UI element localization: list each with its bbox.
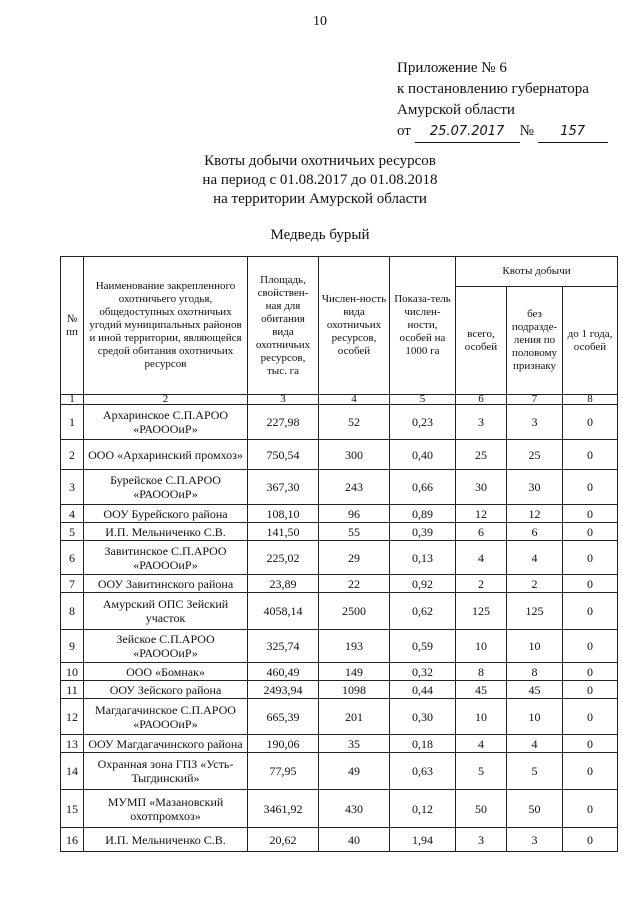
quota-nosex: 4 [507, 735, 563, 753]
quota-nosex: 10 [507, 630, 563, 663]
quota-nosex: 12 [507, 505, 563, 523]
table-row [61, 828, 618, 852]
count: 96 [319, 505, 390, 523]
count: 149 [319, 663, 390, 681]
density: 0,12 [390, 790, 456, 828]
quota-total: 12 [456, 505, 507, 523]
quota-total: 25 [456, 440, 507, 470]
quota-nosex: 3 [507, 828, 563, 852]
count: 2500 [319, 593, 390, 630]
row-no: 15 [61, 790, 84, 828]
density: 0,39 [390, 523, 456, 541]
area: 3461,92 [248, 790, 319, 828]
quota-young: 0 [563, 699, 618, 735]
header-count: Числен-ность вида охотничьих ресурсов, особей [319, 257, 390, 395]
handwritten-date: 25.07.2017 [415, 121, 520, 143]
header-quota: Квоты добычи [456, 257, 618, 287]
area: 367,30 [248, 470, 319, 505]
area: 77,95 [248, 753, 319, 790]
area: 20,62 [248, 828, 319, 852]
facility-name: Охранная зона ГПЗ «Усть-Тыгдинский» [84, 753, 248, 790]
row-no: 13 [61, 735, 84, 753]
density: 0,59 [390, 630, 456, 663]
table-row [61, 699, 618, 735]
facility-name: ООУ Бурейского района [84, 505, 248, 523]
area: 225,02 [248, 541, 319, 575]
document-title [0, 152, 640, 209]
row-no: 6 [61, 541, 84, 575]
handwritten-number: 157 [538, 121, 608, 143]
table-row [61, 630, 618, 663]
quota-nosex: 4 [507, 541, 563, 575]
area: 23,89 [248, 575, 319, 593]
density: 0,40 [390, 440, 456, 470]
area: 190,06 [248, 735, 319, 753]
facility-name: Зейское С.П.АРОО «РАОООиР» [84, 630, 248, 663]
quota-nosex: 50 [507, 790, 563, 828]
density: 0,13 [390, 541, 456, 575]
quota-young: 0 [563, 790, 618, 828]
column-number: 5 [390, 395, 456, 405]
table-row [61, 505, 618, 523]
appendix-block [397, 58, 608, 143]
area: 141,50 [248, 523, 319, 541]
table-row [61, 790, 618, 828]
quota-nosex: 25 [507, 440, 563, 470]
quota-nosex: 30 [507, 470, 563, 505]
quota-total: 50 [456, 790, 507, 828]
row-no: 16 [61, 828, 84, 852]
density: 0,62 [390, 593, 456, 630]
quota-total: 6 [456, 523, 507, 541]
header-young: до 1 года, особей [563, 287, 618, 395]
density: 0,44 [390, 681, 456, 699]
table-row [61, 405, 618, 440]
row-no: 11 [61, 681, 84, 699]
count: 193 [319, 630, 390, 663]
table-row [61, 681, 618, 699]
column-number: 2 [84, 395, 248, 405]
appendix-line: Приложение № 6 [397, 60, 507, 76]
appendix-date-line [397, 121, 608, 143]
count: 1098 [319, 681, 390, 699]
quota-total: 2 [456, 575, 507, 593]
quota-young: 0 [563, 593, 618, 630]
quota-nosex: 45 [507, 681, 563, 699]
quota-young: 0 [563, 828, 618, 852]
header-total: всего, особей [456, 287, 507, 395]
quota-young: 0 [563, 523, 618, 541]
quota-young: 0 [563, 470, 618, 505]
quota-total: 10 [456, 630, 507, 663]
quota-nosex: 125 [507, 593, 563, 630]
density: 0,63 [390, 753, 456, 790]
quota-total: 8 [456, 663, 507, 681]
quota-young: 0 [563, 630, 618, 663]
quota-total: 45 [456, 681, 507, 699]
column-number: 6 [456, 395, 507, 405]
quota-nosex: 3 [507, 405, 563, 440]
column-number: 1 [61, 395, 84, 405]
quota-total: 3 [456, 405, 507, 440]
count: 29 [319, 541, 390, 575]
table-row [61, 593, 618, 630]
header-name: Наименование закрепленного охотничьего угодья, общедоступных охотничьих угодий муниципальных районов и иной территории, являющейся средой обитания охотничьих ресурсов [84, 257, 248, 395]
species-heading: Медведь бурый [270, 227, 370, 243]
from-label: от [397, 123, 411, 139]
count: 40 [319, 828, 390, 852]
count: 55 [319, 523, 390, 541]
quota-young: 0 [563, 681, 618, 699]
quota-total: 4 [456, 735, 507, 753]
quota-nosex: 5 [507, 753, 563, 790]
count: 49 [319, 753, 390, 790]
facility-name: ООО «Архаринский промхоз» [84, 440, 248, 470]
table-row [61, 663, 618, 681]
quota-young: 0 [563, 440, 618, 470]
header-no: № пп [61, 257, 84, 395]
quota-total: 3 [456, 828, 507, 852]
count: 52 [319, 405, 390, 440]
facility-name: ООУ Завитинского района [84, 575, 248, 593]
row-no: 3 [61, 470, 84, 505]
facility-name: И.П. Мельниченко С.В. [84, 523, 248, 541]
row-no: 7 [61, 575, 84, 593]
area: 2493,94 [248, 681, 319, 699]
table-row [61, 575, 618, 593]
area: 108,10 [248, 505, 319, 523]
page-number: 10 [313, 14, 327, 29]
quota-young: 0 [563, 663, 618, 681]
area: 325,74 [248, 630, 319, 663]
table-row [61, 753, 618, 790]
count: 35 [319, 735, 390, 753]
row-no: 12 [61, 699, 84, 735]
row-no: 4 [61, 505, 84, 523]
count: 430 [319, 790, 390, 828]
quota-total: 4 [456, 541, 507, 575]
row-no: 5 [61, 523, 84, 541]
facility-name: Бурейское С.П.АРОО «РАОООиР» [84, 470, 248, 505]
column-number: 4 [319, 395, 390, 405]
table-row [61, 523, 618, 541]
facility-name: Амурский ОПС Зейский участок [84, 593, 248, 630]
quota-table [60, 256, 618, 852]
count: 300 [319, 440, 390, 470]
area: 750,54 [248, 440, 319, 470]
quota-total: 30 [456, 470, 507, 505]
density: 0,92 [390, 575, 456, 593]
facility-name: Магдагачинское С.П.АРОО «РАОООиР» [84, 699, 248, 735]
density: 0,66 [390, 470, 456, 505]
appendix-line: к постановлению губернатора [397, 81, 589, 97]
facility-name: ООУ Зейского района [84, 681, 248, 699]
table-row [61, 735, 618, 753]
table-row [61, 541, 618, 575]
quota-young: 0 [563, 575, 618, 593]
header-nosex: без подразде-ления по половому признаку [507, 287, 563, 395]
quota-total: 125 [456, 593, 507, 630]
facility-name: ООО «Бомнак» [84, 663, 248, 681]
quota-young: 0 [563, 541, 618, 575]
title-line: на территории Амурской области [213, 191, 427, 207]
density: 0,23 [390, 405, 456, 440]
appendix-line: Амурской области [397, 102, 515, 118]
row-no: 2 [61, 440, 84, 470]
density: 0,30 [390, 699, 456, 735]
area: 460,49 [248, 663, 319, 681]
area: 4058,14 [248, 593, 319, 630]
quota-total: 5 [456, 753, 507, 790]
area: 227,98 [248, 405, 319, 440]
count: 243 [319, 470, 390, 505]
facility-name: ООУ Магдагачинского района [84, 735, 248, 753]
column-number: 3 [248, 395, 319, 405]
column-number: 7 [507, 395, 563, 405]
quota-nosex: 6 [507, 523, 563, 541]
density: 0,32 [390, 663, 456, 681]
quota-young: 0 [563, 735, 618, 753]
row-no: 1 [61, 405, 84, 440]
facility-name: И.П. Мельниченко С.В. [84, 828, 248, 852]
row-no: 8 [61, 593, 84, 630]
quota-nosex: 10 [507, 699, 563, 735]
title-line: Квоты добычи охотничьих ресурсов [204, 153, 436, 169]
table-row [61, 440, 618, 470]
row-no: 14 [61, 753, 84, 790]
column-number: 8 [563, 395, 618, 405]
column-numbers-row [61, 395, 618, 405]
area: 665,39 [248, 699, 319, 735]
quota-nosex: 2 [507, 575, 563, 593]
facility-name: Архаринское С.П.АРОО «РАОООиР» [84, 405, 248, 440]
table-row [61, 470, 618, 505]
title-line: на период с 01.08.2017 до 01.08.2018 [202, 172, 438, 188]
density: 1,94 [390, 828, 456, 852]
count: 22 [319, 575, 390, 593]
no-label: № [519, 123, 534, 139]
density: 0,89 [390, 505, 456, 523]
quota-nosex: 8 [507, 663, 563, 681]
count: 201 [319, 699, 390, 735]
row-no: 10 [61, 663, 84, 681]
facility-name: Завитинское С.П.АРОО «РАОООиР» [84, 541, 248, 575]
quota-young: 0 [563, 505, 618, 523]
density: 0,18 [390, 735, 456, 753]
quota-total: 10 [456, 699, 507, 735]
quota-young: 0 [563, 405, 618, 440]
header-index: Показа-тель числен-ности, особей на 1000 га [390, 257, 456, 395]
quota-young: 0 [563, 753, 618, 790]
facility-name: МУМП «Мазановский охотпромхоз» [84, 790, 248, 828]
header-area: Площадь, свойствен-ная для обитания вида охотничьих ресурсов, тыс. га [248, 257, 319, 395]
row-no: 9 [61, 630, 84, 663]
